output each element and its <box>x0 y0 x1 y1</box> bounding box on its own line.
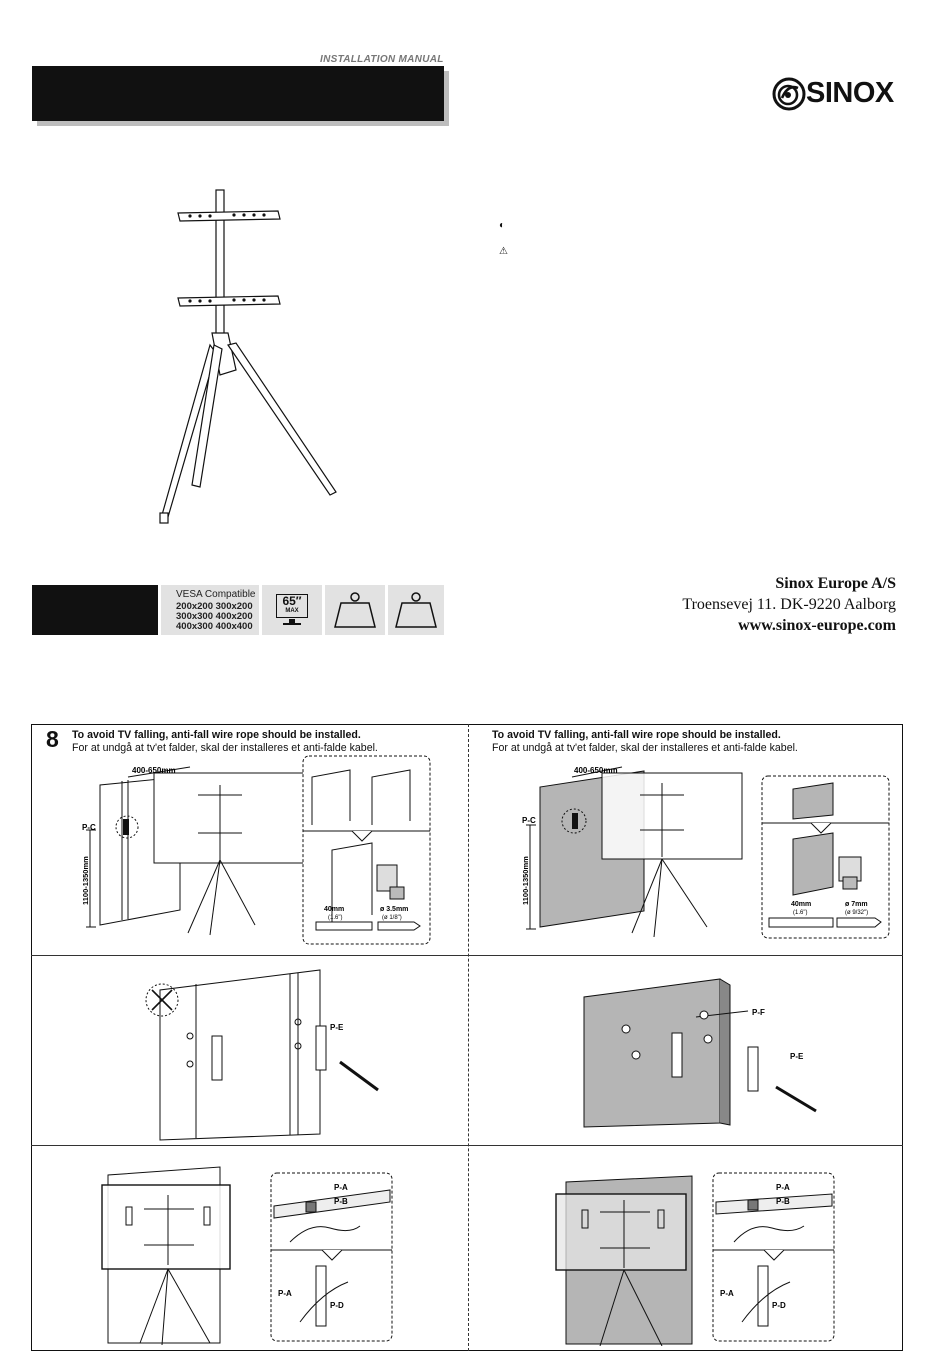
instruction-left <box>72 729 378 755</box>
company-address: Troensevej 11. DK-9220 Aalborg <box>682 596 896 613</box>
vesa-spec-box <box>161 585 259 635</box>
pa-label: P-A <box>776 1183 790 1192</box>
depth-label: 40mm <box>324 906 345 913</box>
company-info <box>682 573 896 636</box>
title-bar <box>32 66 444 121</box>
pb-label: P-B <box>776 1197 790 1206</box>
concrete-rope-inset <box>712 1172 836 1344</box>
pd-label: P-D <box>330 1301 344 1310</box>
tv-stand-illustration <box>150 185 350 530</box>
row-separator <box>31 1145 903 1146</box>
height-label: 1100-1350mm <box>81 856 90 905</box>
drill-size-in-label: (ø 9/32") <box>845 910 869 916</box>
pa-label: P-A <box>720 1289 734 1298</box>
vesa-line: 300x300 400x200 <box>176 611 253 622</box>
pe-label: P-E <box>330 1023 344 1032</box>
instruction-da: For at undgå at tv'et falder, skal der installeres et anti-falde kabel. <box>492 742 798 754</box>
manual-label: INSTALLATION MANUAL <box>320 54 444 65</box>
drill-size-label: ø 3.5mm <box>380 906 409 913</box>
warning-icon: ⚠ <box>499 246 508 257</box>
pa-label: P-A <box>334 1183 348 1192</box>
wood-drill-inset <box>302 755 432 947</box>
depth-in-label: (1.6") <box>328 915 343 921</box>
pe-label: P-E <box>790 1052 804 1061</box>
brand-logo <box>772 70 902 116</box>
pd-label: P-D <box>772 1301 786 1310</box>
depth-in-label: (1.6") <box>793 910 808 916</box>
wood-wall-diagram <box>70 755 310 950</box>
instruction-en: To avoid TV falling, anti-fall wire rope should be installed. <box>492 729 781 741</box>
pa-label: P-A <box>278 1289 292 1298</box>
weight-box <box>325 585 385 635</box>
weight-box <box>388 585 444 635</box>
spacing-label: 400-650mm <box>132 766 176 775</box>
vesa-title: VESA Compatible <box>176 589 256 600</box>
instruction-en: To avoid TV falling, anti-fall wire rope should be installed. <box>72 729 361 741</box>
company-website[interactable]: www.sinox-europe.com <box>738 617 896 634</box>
weight-icon <box>388 585 444 635</box>
pf-label: P-F <box>752 1008 765 1017</box>
wood-rope-inset <box>270 1172 394 1344</box>
concrete-tv-attach-diagram <box>552 1170 712 1346</box>
instruction-right <box>492 729 798 755</box>
instruction-da: For at undgå at tv'et falder, skal der installeres et anti-falde kabel. <box>72 742 378 754</box>
spec-label-box <box>32 585 158 635</box>
height-label: 1100-1350mm <box>521 856 530 905</box>
screen-size: 65″ <box>282 594 302 608</box>
pb-label: P-B <box>334 1197 348 1206</box>
brand-name: SINOX <box>806 77 894 109</box>
depth-label: 40mm <box>791 901 812 908</box>
concrete-bracket-diagram <box>580 975 840 1135</box>
concrete-wall-diagram <box>492 755 752 950</box>
step-number: 8 <box>46 726 59 752</box>
spacing-label: 400-650mm <box>574 766 618 775</box>
screen-icon <box>276 594 308 618</box>
wood-tv-attach-diagram <box>100 1165 260 1345</box>
screen-max: MAX <box>285 608 299 614</box>
vesa-line: 200x200 300x200 <box>176 601 253 612</box>
drill-size-label: ø 7mm <box>845 901 868 908</box>
drill-size-in-label: (ø 1/8") <box>382 915 402 921</box>
sinox-swirl-icon <box>772 74 808 114</box>
panel-divider <box>468 724 469 1351</box>
screen-size-box <box>262 585 322 635</box>
wood-bracket-diagram <box>130 962 410 1142</box>
vesa-line: 400x300 400x400 <box>176 621 253 632</box>
concrete-drill-inset <box>761 775 891 941</box>
info-icon: ◐ <box>499 220 506 231</box>
weight-icon <box>325 585 385 635</box>
row-separator <box>31 955 903 956</box>
pc-label: P-C <box>82 823 96 832</box>
company-name: Sinox Europe A/S <box>775 575 896 592</box>
pc-label: P-C <box>522 816 536 825</box>
